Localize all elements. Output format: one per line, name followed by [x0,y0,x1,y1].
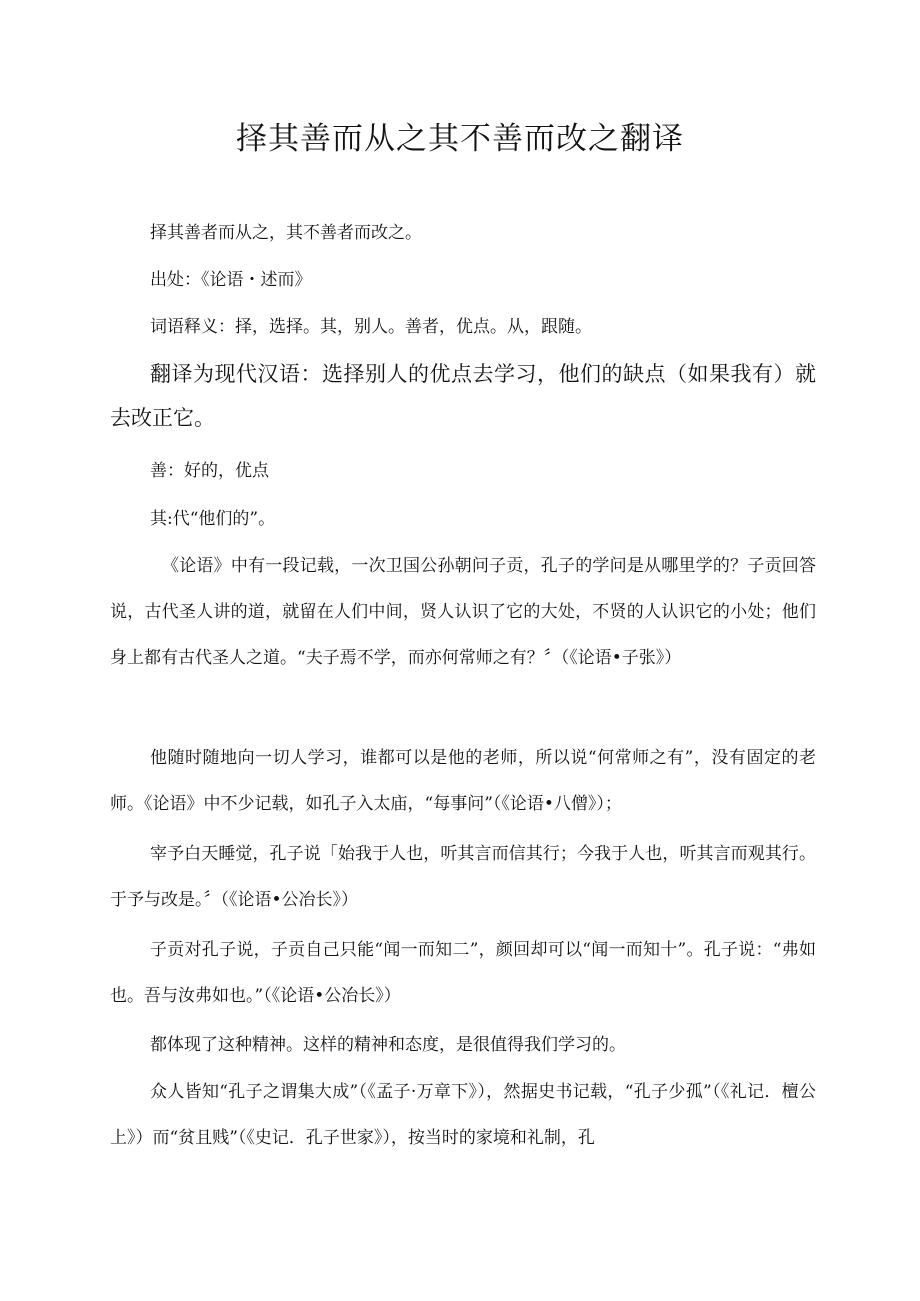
paragraph-confucius-background: 众人皆知“孔子之谓集大成”（《孟子·万章下》），然据史书记载，“孔子少孤”（《礼记．檀公上》）而“贫且贱”（《史记．孔子世家》），按当时的家境和礼制，孔 [110,1082,816,1148]
paragraph-source: 出处：《论语・述而》 [150,270,312,290]
paragraph-word-explanation: 词语释义：择，选择。其，别人。善者，优点。从，跟随。 [150,317,592,337]
paragraph-spirit: 都体现了这种精神。这样的精神和态度，是很值得我们学习的。 [150,1035,626,1055]
paragraph-learning-from-all: 他随时随地向一切人学习，谁都可以是他的老师，所以说“何常师之有”，没有固定的老师。《论语》中不少记载，如孔子入太庙，“每事问”（《论语•八僧》）； [110,748,816,814]
paragraph-zaiyu: 宰予白天睡觉，孔子说「始我于人也，听其言而信其行；今我于人也，听其言而观其行。于予与改是。〞（《论语•公冶长》） [110,844,816,910]
paragraph-quote: 择其善者而从之，其不善者而改之。 [150,223,422,243]
document-title: 择其善而从之其不善而改之翻译 [236,121,684,157]
paragraph-translation: 翻译为现代汉语：选择别人的优点去学习，他们的缺点（如果我有）就去改正它。 [110,362,816,430]
paragraph-qi-definition: 其:代“他们的”。 [150,509,276,529]
paragraph-zigong: 子贡对孔子说，子贡自己只能“闻一而知二”，颜回却可以“闻一而知十”。孔子说：“弗如也。吾与汝弗如也。”（《论语•公冶长》） [110,940,816,1006]
paragraph-lunyu-record: 《论语》中有一段记载，一次卫国公孙朝问子贡，孔子的学问是从哪里学的？子贡回答说，古代圣人讲的道，就留在人们中间，贤人认识了它的大处，不贤的人认识它的小处；他们身上都有古代圣人之道。“夫子焉不学，而亦何常师之有？〞（《论语•子张》） [110,556,816,668]
paragraph-shan-definition: 善：好的，优点 [150,461,269,481]
